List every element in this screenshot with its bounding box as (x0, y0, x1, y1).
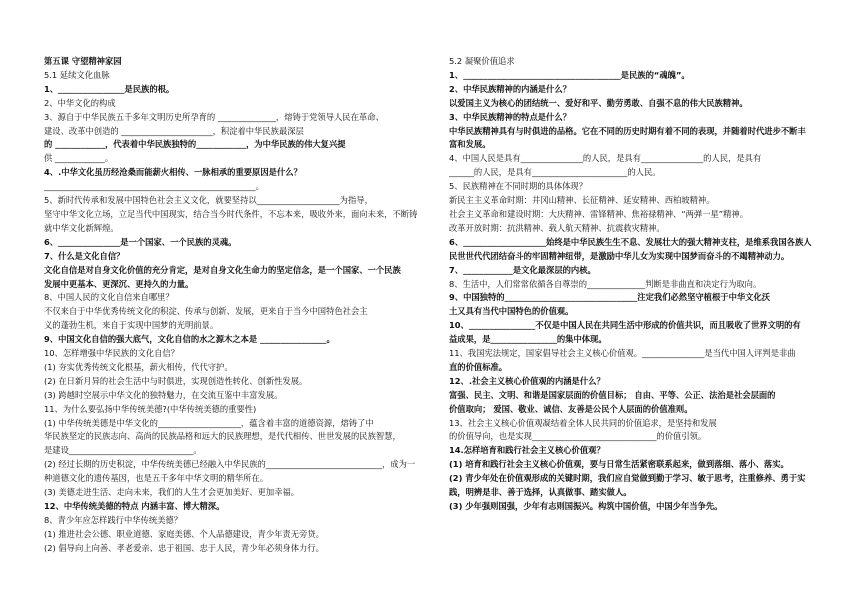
text-line: ______的人民，是具有_______________________的人民。 (449, 167, 661, 178)
text-line: 4、中国人民是具有_______________的人民，是具有_______________的人民，是具有 (449, 153, 762, 164)
text-line: 2、中华文化的构成 (44, 97, 116, 108)
text-line: 发展中更基本、更深沉、更持久的力量。 (44, 278, 194, 289)
text-line: 9、中国文化自信的强大底气，文化自信的水之源木之本是 ________________。 (44, 334, 335, 345)
text-line: 3、中华民族精神的特点是什么？ (449, 111, 571, 122)
text-line: (3) 跨越时空展示中华文化的独特魅力，在交流互鉴中丰富发展。 (44, 389, 283, 400)
text-line: 1、________________是民族的根。 (44, 83, 175, 94)
text-line: 4、.中华文化虽历经沧桑而能薪火相传、一脉相承的重要原因是什么？ (44, 167, 302, 178)
text-line: 富强、民主、文明、和谐是国家层面的价值目标； 自由、平等、公正、法治是社会层面的 (449, 389, 776, 400)
text-line: 社会主义革命和建设时期：大庆精神、雷锋精神、焦裕禄精神、“两弹一星”精神。 (449, 208, 748, 219)
text-line: (1) 推进社会公德、职业道德、家庭美德、个人品德建设，青少年责无旁贷。 (44, 528, 324, 539)
text-line: 华民族坚定的民族志向、高尚的民族品格和远大的民族理想，是代代相传、世世发展的民族智慧， (44, 431, 401, 442)
text-line: 5、新时代传承和发展中国特色社会主义文化，就要坚持以____________________为指导， (44, 195, 373, 206)
text-line: (1) 中华传统美德是中华文化的____________________，蕴含着丰富的道德资源，熔铸了中 (44, 417, 374, 428)
text-line: (2) 经过长期的历史积淀，中华传统美德已经融入中华民族的____________________________，成为一 (44, 459, 416, 470)
text-line: 6、____________________始终是中华民族生生不息、发展壮大的强大精神支柱，是维系我国各族人 (449, 236, 812, 247)
text-line: 9、中国独特的________________________________注定我们必然坚守植根于中华文化沃 (449, 292, 771, 303)
text-line: 直的价值标准。 (449, 361, 508, 372)
text-line: 1、______________________________________是民族的“魂魄”。 (449, 69, 690, 80)
text-line: 10、怎样增强中华民族的文化自信？ (44, 348, 180, 359)
lesson-title: 第五课 守望精神家园 (44, 56, 122, 66)
text-line: 价值取向； 爱国、敬业、诚信、友善是公民个人层面的价值准则。 (449, 403, 693, 414)
text-line: 富和发展。 (449, 139, 491, 150)
text-line: 不仅来自于中华优秀传统文化的积淀、传承与创新、发展，更来自于当今中国特色社会主 (44, 306, 368, 317)
text-line: 7、什么是文化自信？ (44, 250, 125, 261)
text-line: 的价值导向，也是实现______________________________的价值引领。 (449, 431, 707, 442)
text-line: 2、中华民族精神的内涵是什么？ (449, 83, 571, 94)
text-line: (3) 少年强则国强，少年有志则国振兴。构筑中国价值，中国少年当争先。 (449, 501, 723, 511)
text-line: 11、为什么要弘扬中华传统美德?(中华传统美德的重要性) (44, 403, 257, 414)
text-line: 14.怎样培育和践行社会主义核心价值观？ (449, 445, 605, 456)
text-line: 8、生活中，人们常常依循各自尊崇的______________判断是非曲直和决定行为取向。 (449, 278, 762, 289)
right-column (449, 55, 835, 514)
text-line: ___________________________________________________。 (44, 181, 264, 192)
section-title: 5.2 凝聚价值追求 (449, 56, 515, 66)
text-line: (2) 倡导向上向善、孝老爱亲、忠于祖国、忠于人民，青少年必须身体力行。 (44, 542, 324, 553)
text-line: 以爱国主义为核心的团结统一、爱好和平、勤劳勇敢、自强不息的伟大民族精神。 (449, 97, 748, 108)
text-line: 5、民族精神在不同时期的具体体现？ (449, 181, 588, 192)
text-line: 8、青少年应怎样践行中华传统美德？ (44, 514, 183, 525)
text-line: 3、源自于中华民族五千多年文明历史所孕育的 ______________，熔铸于党领导人民在革命、 (44, 111, 384, 122)
text-line: 种道德文化的遗传基因，也是五千多年中华文明的精华所在。 (44, 473, 269, 484)
text-line: 12、.社会主义核心价值观的内涵是什么？ (449, 375, 605, 386)
text-line: 践，明辨是非、善于选择，认真做事、踏实做人。 (449, 487, 632, 498)
text-line: 就中华文化新辉煌。 (44, 222, 119, 233)
text-line: 建设、改革中创造的 ______________________，积淀着中华民族最深层 (44, 125, 304, 136)
text-line: (2) 在日新月异的社会生活中与时俱进，实现创造性转化、创新性发展。 (44, 375, 308, 386)
text-line: 新民主主义革命时期：井冈山精神、长征精神、延安精神、西柏坡精神。 (449, 195, 715, 206)
text-line: 8、中国人民的文化自信来自哪里？ (44, 292, 174, 303)
text-line: 6、_______________是一个国家、一个民族的灵魂。 (44, 236, 237, 247)
text-line: 义的蓬勃生机，来自于实现中国梦的光明前景。 (44, 320, 219, 331)
text-line: (3) 美德走进生活、走向未来，我们的人生才会更加美好、更加幸福。 (44, 487, 300, 498)
text-line: 10、________________不仅是中国人民在共同生活中形成的价值共识，而且吸收了世界文明的有 (449, 320, 801, 331)
text-line: (1) 夯实优秀传统文化根基，薪火相传，代代守护。 (44, 361, 233, 372)
text-line: 民世世代代团结奋斗的牢固精神纽带，是激励中华儿女为实现中国梦而奋斗的不竭精神动力。 (449, 250, 790, 261)
text-line: (2) 青少年处在价值观形成的关键时期，我们应自觉做到勤于学习、敏于思考，注重修养、勇于实 (449, 473, 806, 484)
text-line: 坚守中华文化立场，立足当代中国现实，结合当今时代条件，不忘本来，吸收外来，面向未来，不断铸 (44, 208, 418, 219)
text-line: 文化自信是对自身文化价值的充分肯定，是对自身文化生命力的坚定信念，是一个国家、一个民族 (44, 264, 401, 275)
text-line: 土又具有当代中国特色的价值观。 (449, 306, 574, 317)
text-line: (1) 培育和践行社会主义核心价值观，要与日常生活紧密联系起来，做到落细、落小、落实。 (449, 459, 789, 470)
text-line: 13、社会主义核心价值观凝结着全体人民共同的价值追求，是坚持和发展 (449, 417, 717, 428)
text-line: 12、中华传统美德的特点 内涵丰富、博大精深。 (44, 501, 225, 511)
text-line: 7、____________是文化最深层的内核。 (449, 264, 596, 275)
left-column (44, 55, 428, 556)
text-line: 改革开放时期：抗洪精神、载人航天精神、抗震救灾精神。 (449, 222, 665, 233)
text-line: 中华民族精神具有与时俱进的品格。它在不同的历史时期有着不同的表现，并随着时代进步不断丰 (449, 125, 806, 136)
text-line: 的 ____________，代表着中华民族独特的____________，为中华民族的伟大复兴提 (44, 139, 346, 150)
text-line: 是建设______________________________。 (44, 445, 202, 456)
text-line: 益成果，是________________的集中体现。 (449, 334, 607, 345)
text-line: 11、我国宪法规定，国家倡导社会主义核心价值观。_______________是当代中国人评判是非曲 (449, 348, 796, 359)
section-title: 5.1 延续文化血脉 (44, 69, 110, 80)
text-line: 供 ____________。 (44, 153, 114, 164)
